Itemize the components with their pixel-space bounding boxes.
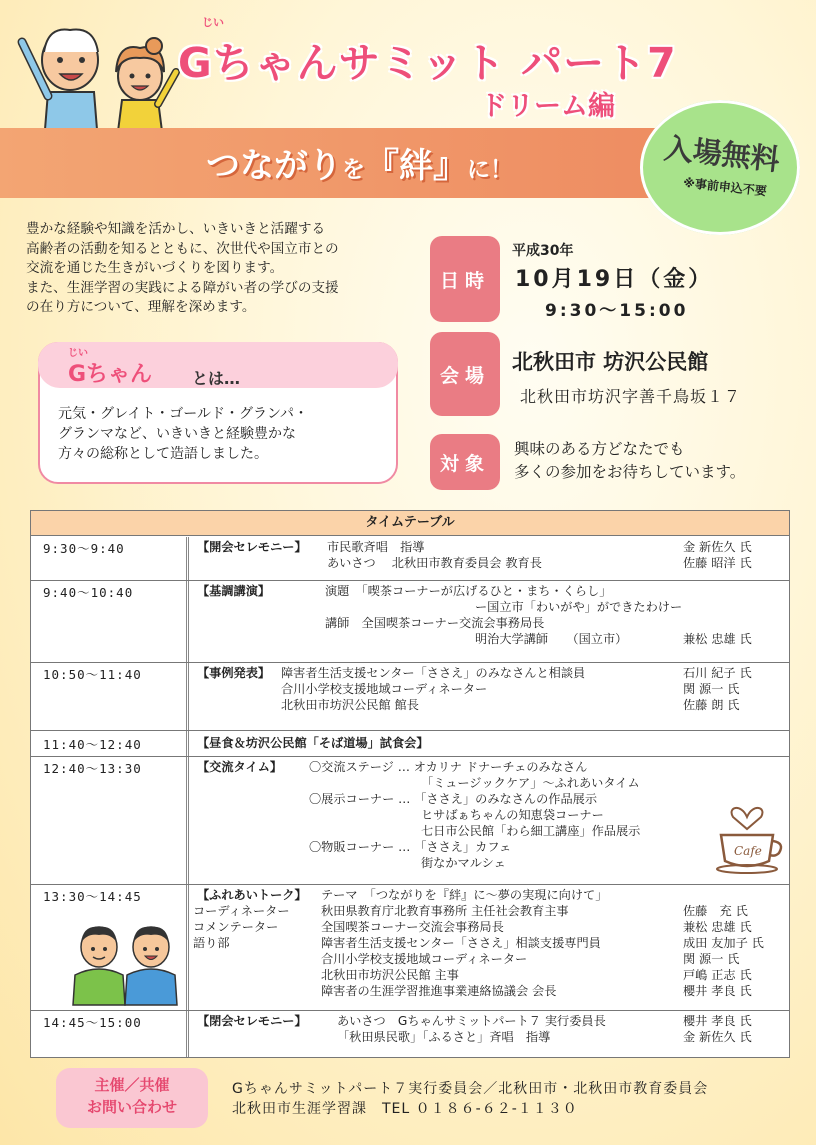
role-label: コメンテーター xyxy=(193,920,279,934)
venue-label: 会場 xyxy=(430,332,500,416)
row-content xyxy=(197,735,787,751)
g-chan-title-suffix: とは… xyxy=(192,369,241,388)
row-content xyxy=(197,583,787,647)
row-text: 明治大学講師 （国立市） xyxy=(475,632,628,646)
row-text: 七日市公民館「わら細工講座」作品展示 xyxy=(421,824,641,838)
title-ruby: じい xyxy=(202,16,224,29)
row-text: 障害者生活支援センター「ささえ」相談支援専門員 xyxy=(321,936,601,950)
row-text: 全国喫茶コーナー交流会事務局長 xyxy=(321,920,504,934)
row-time: 9:30～9:40 xyxy=(43,541,125,556)
row-text: 合川小学校支援地域コーディネーター xyxy=(281,682,488,696)
row-text: あいさつ Gちゃんサミットパート７ 実行委員長 xyxy=(337,1014,606,1028)
row-text: 北秋田市坊沢公民館 館長 xyxy=(281,698,419,712)
role-label: コーディネーター xyxy=(193,904,290,918)
theme-text xyxy=(206,138,513,187)
intro-line: の在り方について、理解を深めます。 xyxy=(26,299,256,315)
row-time: 13:30～14:45 xyxy=(43,889,142,904)
venue-address: 北秋田市坊沢字善千鳥坂１７ xyxy=(520,387,742,406)
row-text: 「ミュージックケア」～ふれあいタイム xyxy=(421,776,640,790)
row-content xyxy=(197,759,787,871)
row-label: 【昼食＆坊沢公民館「そば道場」試食会】 xyxy=(197,736,429,750)
intro-line: 高齢者の活動を知るとともに、次世代や国立市との xyxy=(26,240,339,257)
organizer-label-line: お問い合わせ xyxy=(86,1098,177,1116)
row-text: あいさつ 北秋田市教育委員会 教育長 xyxy=(327,556,542,570)
cafe-text: Cafe xyxy=(734,844,762,858)
free-admission-text: 入場無料 xyxy=(662,131,782,177)
row-text: 〇物販コーナー … 「ささえ」カフェ xyxy=(309,840,512,854)
date-label: 日時 xyxy=(430,236,500,322)
row-time: 12:40～13:30 xyxy=(43,761,142,776)
target-label: 対象 xyxy=(430,434,500,490)
person-name: 兼松 忠雄 氏 xyxy=(683,632,752,646)
event-date: 10月19日（金） xyxy=(515,267,714,292)
row-text: ヒサばぁちゃんの知恵袋コーナー xyxy=(421,808,604,822)
row-text: 秋田県教育庁北教育事務所 主任社会教育主事 xyxy=(321,904,569,918)
row-text: 障害者の生涯学習推進事業連絡協議会 会長 xyxy=(321,984,557,998)
row-content xyxy=(197,539,787,571)
timetable-row xyxy=(31,581,789,663)
intro-line: また、生涯学習の実践による障がい者の学びの支援 xyxy=(26,279,339,296)
timetable-header: タイムテーブル xyxy=(30,510,790,536)
row-text: 演題 「喫茶コーナーが広げるひと・まち・くらし」 xyxy=(325,584,612,598)
timetable-row xyxy=(31,731,789,757)
row-text: 街なかマルシェ xyxy=(421,856,506,870)
theme-main: つながり xyxy=(206,146,342,186)
intro-text xyxy=(26,220,406,318)
row-text: 「秋田県民歌」「ふるさと」斉唱 指導 xyxy=(337,1030,551,1044)
row-time: 11:40～12:40 xyxy=(43,737,142,752)
row-content xyxy=(197,665,787,713)
person-name: 関 源一 氏 xyxy=(683,682,740,696)
timetable-row xyxy=(31,537,789,581)
person-name: 成田 友加子 氏 xyxy=(683,936,764,950)
venue-name: 北秋田市 坊沢公民館 xyxy=(512,350,709,374)
row-text: 〇交流ステージ … オカリナ ドナーチェのみなさん xyxy=(309,760,588,774)
row-text: 北秋田市坊沢公民館 主事 xyxy=(321,968,459,982)
era-year: 平成30年 xyxy=(512,243,574,259)
intro-line: 交流を通じた生きがいづくりを図ります。 xyxy=(26,260,284,276)
row-text: 障害者生活支援センター「ささえ」のみなさんと相談員 xyxy=(281,666,586,680)
theme-wo: を xyxy=(342,157,365,183)
target-line: 興味のある方どなたでも xyxy=(514,440,685,458)
g-chan-line: 元気・グレイト・ゴールド・グランパ・ xyxy=(58,406,309,422)
person-name: 関 源一 氏 xyxy=(683,952,740,966)
person-name: 佐藤 昭洋 氏 xyxy=(683,556,752,570)
row-content xyxy=(197,1013,787,1045)
person-name: 佐藤 充 氏 xyxy=(683,904,748,918)
page-title: Gちゃんサミット パート7 xyxy=(178,39,677,87)
person-name: 金 新佐久 氏 xyxy=(683,540,752,554)
page-subtitle: ドリーム編 xyxy=(480,91,615,122)
contact-info: 北秋田市生涯学習課 TEL ０１８６-６２-１１３０ xyxy=(232,1101,578,1117)
row-label: 【事例発表】 xyxy=(197,666,271,680)
row-text: 合川小学校支援地域コーディネーター xyxy=(321,952,528,966)
person-name: 石川 紀子 氏 xyxy=(683,666,752,680)
person-name: 兼松 忠雄 氏 xyxy=(683,920,752,934)
row-text: 市民歌斉唱 指導 xyxy=(327,540,425,554)
g-chan-line: 方々の総称として造語しました。 xyxy=(58,446,268,462)
person-name: 金 新佐久 氏 xyxy=(683,1030,752,1044)
row-label: 【基調講演】 xyxy=(197,584,271,598)
row-label: 【閉会セレモニー】 xyxy=(197,1014,307,1028)
theme-kizuna: 『絆』 xyxy=(365,146,467,186)
organizer-names: Gちゃんサミットパート７実行委員会／北秋田市・北秋田市教育委員会 xyxy=(232,1081,709,1097)
row-content xyxy=(193,887,787,999)
timetable-row xyxy=(31,885,789,1011)
timetable-row xyxy=(31,1011,789,1057)
target-line: 多くの参加をお待ちしています。 xyxy=(514,463,746,481)
row-text: 講師 全国喫茶コーナー交流会事務局長 xyxy=(325,616,545,630)
g-chan-title: Gちゃん xyxy=(68,362,153,387)
row-label: 【ふれあいトーク】 xyxy=(197,888,307,902)
g-chan-ruby: じい xyxy=(68,348,88,359)
row-time: 9:40～10:40 xyxy=(43,585,134,600)
person-name: 櫻井 孝良 氏 xyxy=(683,1014,752,1028)
role-label: 語り部 xyxy=(193,936,230,950)
event-time: 9:30～15:00 xyxy=(545,301,689,321)
g-chan-description xyxy=(58,404,388,464)
intro-line: 豊かな経験や知識を活かし、いきいきと活躍する xyxy=(26,221,326,237)
person-name: 佐藤 朗 氏 xyxy=(683,698,740,712)
row-label: 【開会セレモニー】 xyxy=(197,540,307,554)
row-text: 〇展示コーナー … 「ささえ」のみなさんの作品展示 xyxy=(309,792,598,806)
g-chan-line: グランマなど、いきいきと経験豊かな xyxy=(58,426,296,442)
organizer-label xyxy=(56,1074,208,1118)
row-label: 【交流タイム】 xyxy=(197,760,283,774)
person-name: 戸嶋 正志 氏 xyxy=(683,968,752,982)
target-text xyxy=(514,438,745,484)
two-men-talking-illustration xyxy=(65,919,185,1007)
timetable-row xyxy=(31,663,789,731)
theme-ni: に！ xyxy=(467,157,513,183)
cafe-cup-icon xyxy=(707,795,787,875)
organizer-label-line: 主催／共催 xyxy=(94,1076,170,1094)
row-time: 14:45～15:00 xyxy=(43,1015,142,1030)
no-reservation-note: ※事前申込不要 xyxy=(682,175,768,199)
row-time: 10:50～11:40 xyxy=(43,667,142,682)
row-text: テーマ 「つながりを『絆』に～夢の実現に向けて」 xyxy=(321,888,608,902)
timetable-row xyxy=(31,757,789,885)
person-name: 櫻井 孝良 氏 xyxy=(683,984,752,998)
row-text: ー国立市「わいがや」ができたわけー xyxy=(475,600,683,614)
